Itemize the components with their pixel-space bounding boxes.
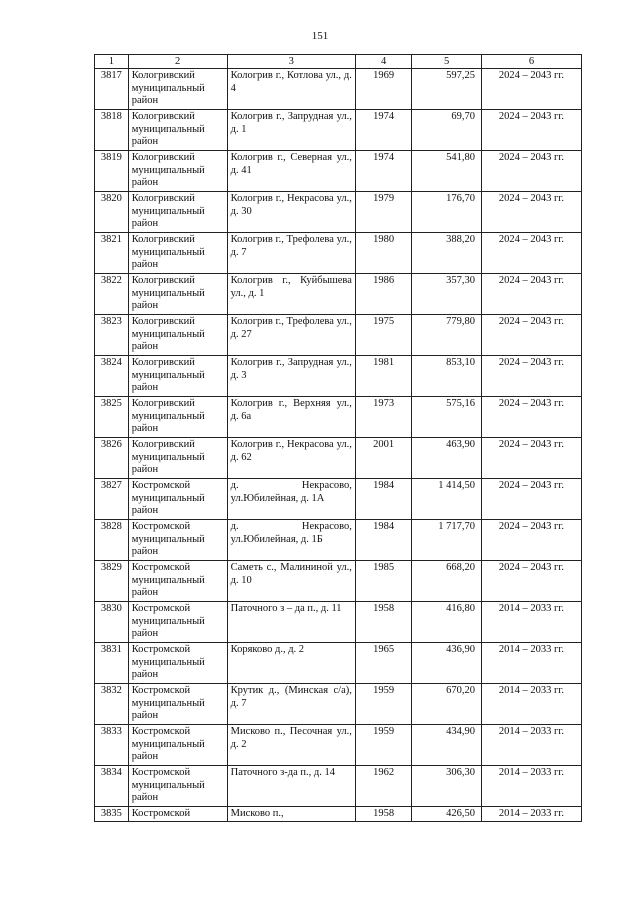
table-row	[95, 397, 582, 438]
address-cell: Кологрив г., Верхняя ул., д. 6а	[227, 397, 355, 438]
area-cell: 416,80	[412, 602, 482, 643]
year-cell: 1984	[355, 520, 412, 561]
row-number-cell: 3830	[95, 602, 129, 643]
address-cell: Мисково п.,	[227, 807, 355, 822]
district-cell: Кологривский муниципальный район	[128, 438, 227, 479]
period-cell: 2024 – 2043 гг.	[481, 438, 581, 479]
table-row	[95, 643, 582, 684]
area-cell: 597,25	[412, 69, 482, 110]
district-cell: Костромской муниципальный район	[128, 520, 227, 561]
area-cell: 306,30	[412, 766, 482, 807]
row-number-cell: 3821	[95, 233, 129, 274]
address-cell: Кологрив г., Куйбышева ул., д. 1	[227, 274, 355, 315]
table-row	[95, 479, 582, 520]
area-cell: 1 717,70	[412, 520, 482, 561]
row-number-cell: 3829	[95, 561, 129, 602]
area-cell: 670,20	[412, 684, 482, 725]
address-cell: д. Некрасово, ул.Юбилейная, д. 1А	[227, 479, 355, 520]
district-cell: Костромской муниципальный район	[128, 725, 227, 766]
period-cell: 2024 – 2043 гг.	[481, 110, 581, 151]
district-cell: Кологривский муниципальный район	[128, 274, 227, 315]
row-number-cell: 3824	[95, 356, 129, 397]
period-cell: 2024 – 2043 гг.	[481, 356, 581, 397]
year-cell: 1986	[355, 274, 412, 315]
period-cell: 2024 – 2043 гг.	[481, 520, 581, 561]
address-cell: Кологрив г., Северная ул., д. 41	[227, 151, 355, 192]
row-number-cell: 3826	[95, 438, 129, 479]
period-cell: 2024 – 2043 гг.	[481, 315, 581, 356]
address-cell: Саметь с., Малининой ул., д. 10	[227, 561, 355, 602]
table-row	[95, 602, 582, 643]
period-cell: 2024 – 2043 гг.	[481, 274, 581, 315]
year-cell: 1984	[355, 479, 412, 520]
district-cell: Костромской муниципальный район	[128, 561, 227, 602]
row-number-cell: 3835	[95, 807, 129, 822]
area-cell: 575,16	[412, 397, 482, 438]
period-cell: 2024 – 2043 гг.	[481, 192, 581, 233]
row-number-cell: 3832	[95, 684, 129, 725]
area-cell: 426,50	[412, 807, 482, 822]
address-cell: Кологрив г., Трефолева ул., д. 27	[227, 315, 355, 356]
address-cell: Кологрив г., Трефолева ул., д. 7	[227, 233, 355, 274]
row-number-cell: 3818	[95, 110, 129, 151]
year-cell: 1969	[355, 69, 412, 110]
year-cell: 1973	[355, 397, 412, 438]
district-cell: Кологривский муниципальный район	[128, 151, 227, 192]
table-row	[95, 69, 582, 110]
area-cell: 434,90	[412, 725, 482, 766]
table-row	[95, 684, 582, 725]
address-cell: д. Некрасово, ул.Юбилейная, д. 1Б	[227, 520, 355, 561]
period-cell: 2024 – 2043 гг.	[481, 69, 581, 110]
area-cell: 779,80	[412, 315, 482, 356]
row-number-cell: 3819	[95, 151, 129, 192]
column-header: 3	[227, 55, 355, 69]
row-number-cell: 3828	[95, 520, 129, 561]
district-cell: Кологривский муниципальный район	[128, 315, 227, 356]
table-row	[95, 807, 582, 822]
address-cell: Паточного з-да п., д. 14	[227, 766, 355, 807]
row-number-cell: 3817	[95, 69, 129, 110]
area-cell: 388,20	[412, 233, 482, 274]
address-cell: Паточного з – да п., д. 11	[227, 602, 355, 643]
year-cell: 1979	[355, 192, 412, 233]
column-header: 6	[481, 55, 581, 69]
table-row	[95, 315, 582, 356]
address-cell: Кологрив г., Котлова ул., д. 4	[227, 69, 355, 110]
column-header: 1	[95, 55, 129, 69]
address-cell: Крутик д., (Минская с/а), д. 7	[227, 684, 355, 725]
area-cell: 69,70	[412, 110, 482, 151]
year-cell: 1980	[355, 233, 412, 274]
area-cell: 463,90	[412, 438, 482, 479]
area-cell: 853,10	[412, 356, 482, 397]
district-cell: Костромской	[128, 807, 227, 822]
district-cell: Костромской муниципальный район	[128, 766, 227, 807]
table-row	[95, 233, 582, 274]
area-cell: 436,90	[412, 643, 482, 684]
row-number-cell: 3820	[95, 192, 129, 233]
table-row	[95, 438, 582, 479]
row-number-cell: 3823	[95, 315, 129, 356]
district-cell: Костромской муниципальный район	[128, 643, 227, 684]
period-cell: 2014 – 2033 гг.	[481, 643, 581, 684]
year-cell: 1965	[355, 643, 412, 684]
area-cell: 357,30	[412, 274, 482, 315]
district-cell: Костромской муниципальный район	[128, 479, 227, 520]
year-cell: 1959	[355, 684, 412, 725]
district-cell: Костромской муниципальный район	[128, 602, 227, 643]
row-number-cell: 3825	[95, 397, 129, 438]
area-cell: 668,20	[412, 561, 482, 602]
table-body	[95, 69, 582, 822]
address-cell: Мисково п., Песочная ул., д. 2	[227, 725, 355, 766]
district-cell: Кологривский муниципальный район	[128, 233, 227, 274]
column-header: 2	[128, 55, 227, 69]
table-row	[95, 110, 582, 151]
area-cell: 176,70	[412, 192, 482, 233]
row-number-cell: 3827	[95, 479, 129, 520]
year-cell: 1958	[355, 602, 412, 643]
district-cell: Кологривский муниципальный район	[128, 356, 227, 397]
address-cell: Кологрив г., Некрасова ул., д. 62	[227, 438, 355, 479]
year-cell: 1959	[355, 725, 412, 766]
housing-register-table	[94, 54, 582, 822]
year-cell: 1985	[355, 561, 412, 602]
year-cell: 1975	[355, 315, 412, 356]
year-cell: 1962	[355, 766, 412, 807]
period-cell: 2024 – 2043 гг.	[481, 561, 581, 602]
row-number-cell: 3834	[95, 766, 129, 807]
address-cell: Кологрив г., Запрудная ул., д. 1	[227, 110, 355, 151]
table-row	[95, 561, 582, 602]
period-cell: 2014 – 2033 гг.	[481, 725, 581, 766]
district-cell: Кологривский муниципальный район	[128, 69, 227, 110]
address-cell: Кологрив г., Запрудная ул., д. 3	[227, 356, 355, 397]
area-cell: 541,80	[412, 151, 482, 192]
period-cell: 2014 – 2033 гг.	[481, 602, 581, 643]
column-number-row	[95, 55, 582, 69]
table-row	[95, 725, 582, 766]
year-cell: 1974	[355, 151, 412, 192]
year-cell: 1981	[355, 356, 412, 397]
year-cell: 1974	[355, 110, 412, 151]
row-number-cell: 3831	[95, 643, 129, 684]
period-cell: 2014 – 2033 гг.	[481, 807, 581, 822]
period-cell: 2024 – 2043 гг.	[481, 151, 581, 192]
district-cell: Костромской муниципальный район	[128, 684, 227, 725]
period-cell: 2014 – 2033 гг.	[481, 684, 581, 725]
year-cell: 1958	[355, 807, 412, 822]
period-cell: 2024 – 2043 гг.	[481, 397, 581, 438]
table-row	[95, 192, 582, 233]
period-cell: 2024 – 2043 гг.	[481, 233, 581, 274]
table-row	[95, 356, 582, 397]
row-number-cell: 3833	[95, 725, 129, 766]
table-row	[95, 274, 582, 315]
period-cell: 2024 – 2043 гг.	[481, 479, 581, 520]
district-cell: Кологривский муниципальный район	[128, 110, 227, 151]
table-row	[95, 520, 582, 561]
period-cell: 2014 – 2033 гг.	[481, 766, 581, 807]
district-cell: Кологривский муниципальный район	[128, 192, 227, 233]
column-header: 4	[355, 55, 412, 69]
address-cell: Коряково д., д. 2	[227, 643, 355, 684]
address-cell: Кологрив г., Некрасова ул., д. 30	[227, 192, 355, 233]
area-cell: 1 414,50	[412, 479, 482, 520]
page-number: 151	[311, 30, 329, 42]
table-row	[95, 766, 582, 807]
row-number-cell: 3822	[95, 274, 129, 315]
year-cell: 2001	[355, 438, 412, 479]
column-header: 5	[412, 55, 482, 69]
table-row	[95, 151, 582, 192]
district-cell: Кологривский муниципальный район	[128, 397, 227, 438]
